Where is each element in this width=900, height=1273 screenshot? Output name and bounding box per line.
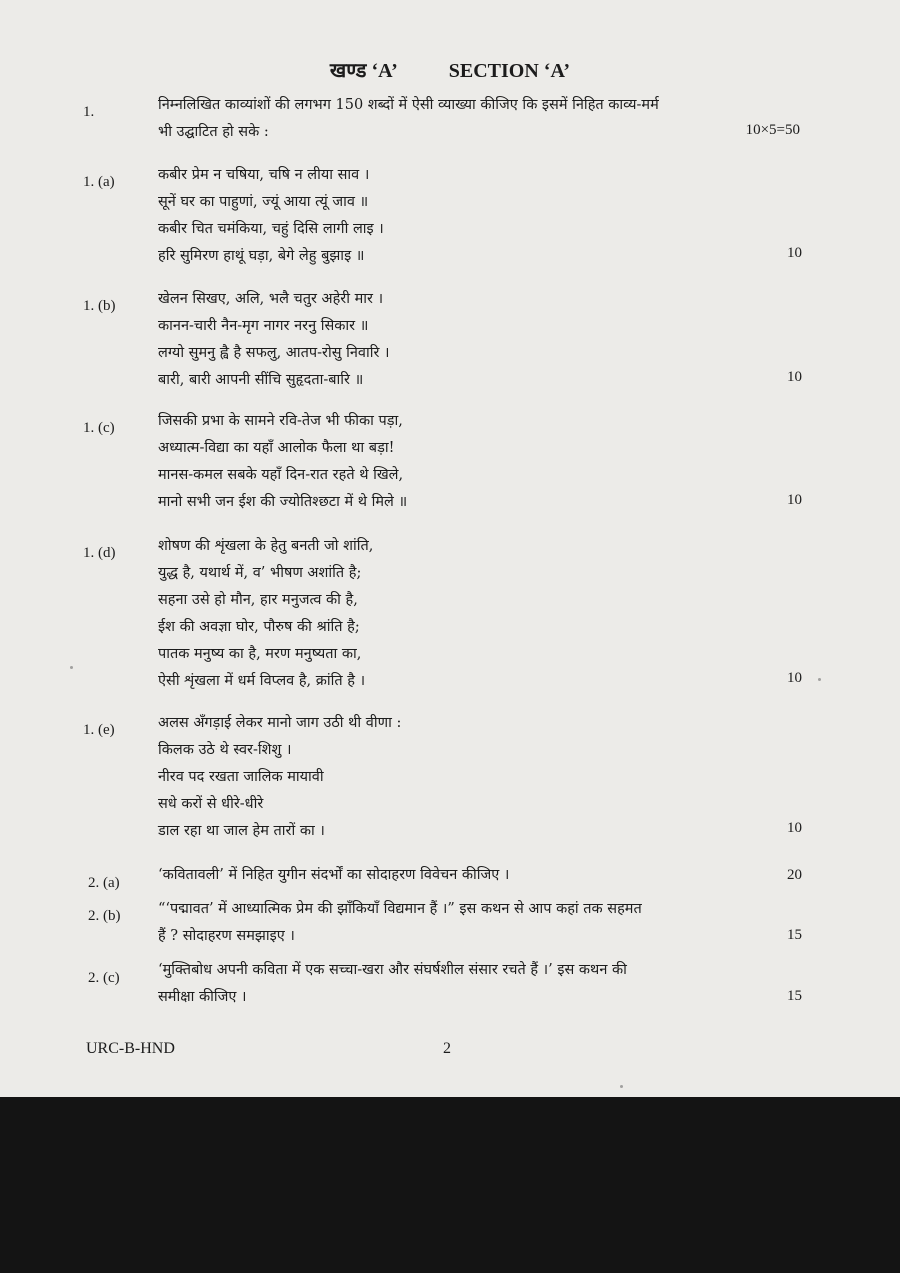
text-line: पातक मनुष्य का है, मरण मनुष्यता का, <box>158 646 362 662</box>
text-line: भी उद्घाटित हो सके : <box>158 124 269 140</box>
text-line: खेलन सिखए, अलि, भलै चतुर अहेरी मार । <box>158 291 384 307</box>
marks: 10 <box>787 670 802 686</box>
text-line: कबीर चित चमंकिया, चहुं दिसि लागी लाइ । <box>158 221 384 237</box>
text-line: सहना उसे हो मौन, हार मनुजत्व की है, <box>158 592 358 608</box>
section-heading-english: SECTION ‘A’ <box>448 60 571 82</box>
text-line: मानस-कमल सबके यहाँ दिन-रात रहते थे खिले, <box>158 467 404 483</box>
question-number: 1. (e) <box>83 722 115 738</box>
question-number: 1. (d) <box>83 545 116 561</box>
text-line: हरि सुमिरण हाथूं घड़ा, बेगे लेहु बुझाइ ॥ <box>158 248 365 264</box>
question-text <box>158 408 407 516</box>
question-text <box>158 162 384 270</box>
question-number: 1. (a) <box>83 174 115 190</box>
text-line: हैं ? सोदाहरण समझाइए । <box>158 928 295 944</box>
question-number: 1. (c) <box>83 420 115 436</box>
question-text <box>158 862 509 889</box>
text-line: सूनें घर का पाहुणां, ज्यूं आया त्यूं जाव ॥ <box>158 194 369 210</box>
text-line: ‘मुक्तिबोध अपनी कविता में एक सच्चा-खरा और संघर्षशील संसार रचते हैं ।’ इस कथन की <box>158 962 627 978</box>
text-line: निम्नलिखित काव्यांशों की लगभग 150 शब्दों में ऐसी व्याख्या कीजिए कि इसमें निहित काव्य-मर्म <box>158 97 659 113</box>
question-number: 2. (c) <box>88 970 120 986</box>
text-line: नीरव पद रखता जालिक मायावी <box>158 769 324 785</box>
question-text <box>158 92 659 146</box>
text-line: कानन-चारी नैन-मृग नागर नरनु सिकार ॥ <box>158 318 369 334</box>
text-line: अध्यात्म-विद्या का यहाँ आलोक फैला था बड़ा! <box>158 440 395 456</box>
question-text <box>158 710 401 845</box>
marks: 15 <box>787 927 802 943</box>
text-line: डाल रहा था जाल हेम तारों का । <box>158 823 325 839</box>
scan-speck <box>70 666 73 669</box>
marks: 10 <box>787 820 802 836</box>
question-text <box>158 533 373 695</box>
text-line: ईश की अवज्ञा घोर, पौरुष की श्रांति है; <box>158 619 360 635</box>
text-line: ऐसी शृंखला में धर्म विप्लव है, क्रांति है । <box>158 673 366 689</box>
page-number: 2 <box>443 1040 451 1057</box>
question-number: 2. (a) <box>88 875 120 891</box>
text-line: कबीर प्रेम न चषिया, चषि न लीया साव । <box>158 167 370 183</box>
question-number: 1. <box>83 104 95 120</box>
marks: 10 <box>787 245 802 261</box>
question-number: 2. (b) <box>88 908 121 924</box>
marks: 20 <box>787 867 802 883</box>
question-number: 1. (b) <box>83 298 116 314</box>
text-line: समीक्षा कीजिए । <box>158 989 247 1005</box>
text-line: मानो सभी जन ईश की ज्योतिश्छटा में थे मिले ॥ <box>158 494 408 510</box>
text-line: शोषण की शृंखला के हेतु बनती जो शांति, <box>158 538 374 554</box>
question-text <box>158 896 642 950</box>
text-line: अलस अँगड़ाई लेकर मानो जाग उठी थी वीणा : <box>158 715 402 731</box>
section-heading-hindi: खण्ड ‘A’ <box>329 60 398 82</box>
question-text <box>158 286 390 394</box>
text-line: बारी, बारी आपनी सींचि सुहृदता-बारि ॥ <box>158 372 364 388</box>
text-line: किलक उठे थे स्वर-शिशु । <box>158 742 292 758</box>
paper-code: URC-B-HND <box>86 1040 175 1057</box>
scanner-background <box>0 1097 900 1273</box>
marks: 10 <box>787 369 802 385</box>
section-heading <box>0 56 900 83</box>
text-line: लग्यो सुमनु ह्वै है सफलु, आतप-रोसु निवारि । <box>158 345 390 361</box>
scan-speck <box>818 678 821 681</box>
marks: 10×5=50 <box>745 122 800 138</box>
text-line: जिसकी प्रभा के सामने रवि-तेज भी फीका पड़ा, <box>158 413 403 429</box>
text-line: युद्ध है, यथार्थ में, व’ भीषण अशांति है; <box>158 565 362 581</box>
text-line: ‘कवितावली’ में निहित युगीन संदर्भों का सोदाहरण विवेचन कीजिए । <box>158 867 510 883</box>
text-line: “‘पद्मावत’ में आध्यात्मिक प्रेम की झाँकियाँ विद्यमान हैं ।” इस कथन से आप कहां तक सहमत <box>158 901 642 917</box>
marks: 15 <box>787 988 802 1004</box>
scan-speck <box>620 1085 623 1088</box>
marks: 10 <box>787 492 802 508</box>
text-line: सधे करों से धीरे-धीरे <box>158 796 264 812</box>
question-text <box>158 957 627 1011</box>
